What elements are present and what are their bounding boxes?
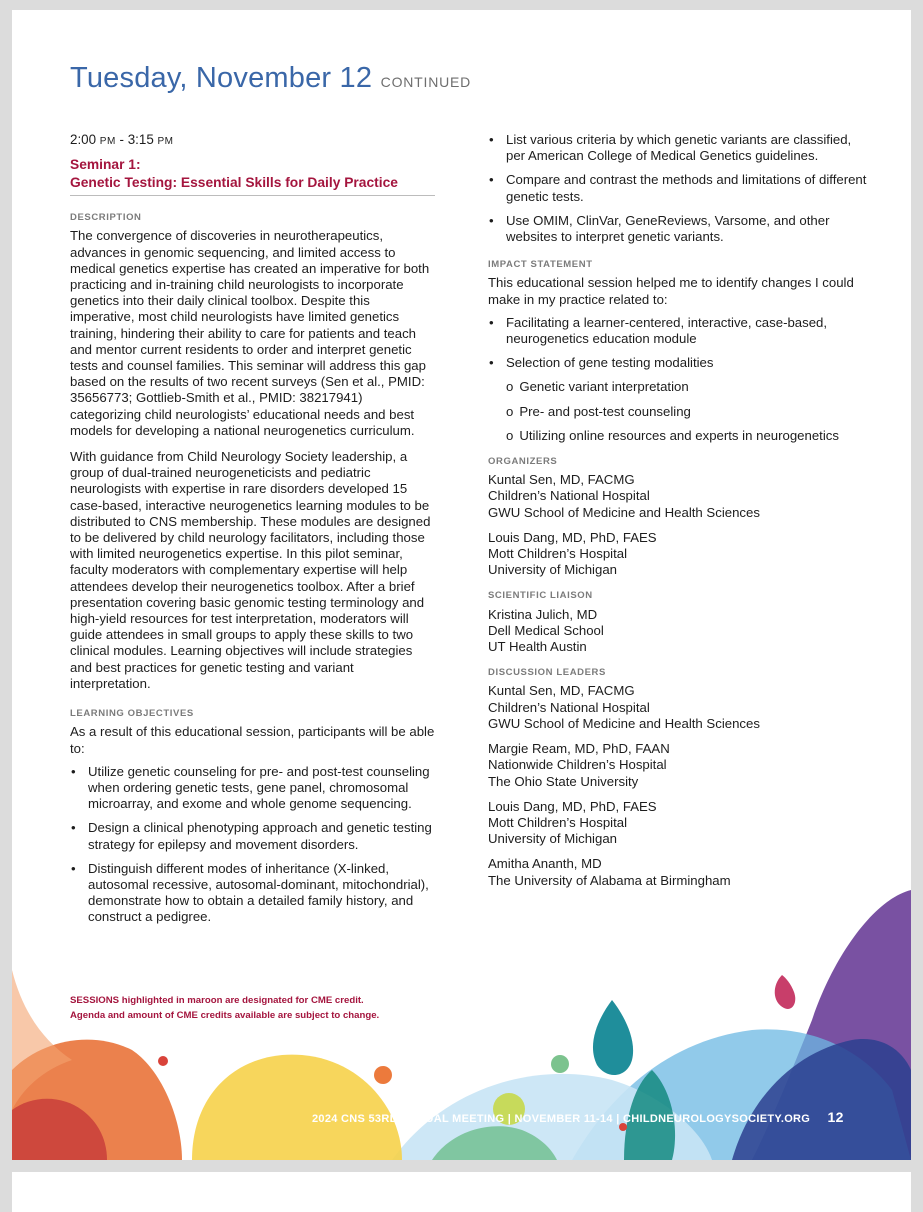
orange-dot-shape: [374, 1066, 392, 1084]
time-end-suffix: PM: [157, 136, 174, 147]
session-title: [70, 156, 435, 191]
page-header: [70, 62, 471, 95]
time-start: 2:00: [70, 132, 97, 147]
time-start-suffix: PM: [99, 136, 116, 147]
list-item: • Compare and contrast the methods and limitations of different genetic tests.: [488, 172, 868, 204]
session-title-line1: Seminar 1:: [70, 157, 141, 173]
liaison-heading: SCIENTIFIC LIAISON: [488, 590, 593, 602]
person-affiliation: Children’s National Hospital: [488, 699, 650, 715]
leaders-heading: DISCUSSION LEADERS: [488, 667, 606, 679]
footer-separator: |: [507, 1113, 512, 1125]
footer-website: CHILDNEUROLOGYSOCIETY.ORG: [622, 1113, 811, 1125]
person-name: Kuntal Sen, MD, FACMG: [488, 472, 635, 488]
cme-note-line1: SESSIONS highlighted in maroon are designated for CME credit.: [70, 995, 364, 1006]
person-name: Margie Ream, MD, PhD, FAAN: [488, 741, 670, 757]
organizers-heading: ORGANIZERS: [488, 456, 558, 468]
person-affiliation: University of Michigan: [488, 562, 617, 578]
description-heading: DESCRIPTION: [70, 212, 142, 224]
right-column: [488, 132, 868, 898]
list-item: • List various criteria by which genetic variants are classified, per American College of Medical Genetics guidelines.: [488, 132, 868, 164]
person-affiliation: GWU School of Medicine and Health Sciences: [488, 715, 760, 731]
list-item: [488, 404, 868, 420]
list-item: • Distinguish different modes of inheritance (X-linked, autosomal recessive, autosomal-dominant, mitochondrial), demonstrate how to obtain a detailed family history, and construct a pedigree.: [70, 861, 435, 926]
time-end: 3:15: [127, 132, 154, 147]
left-column: [70, 132, 435, 934]
page-title: Tuesday, November 12: [70, 62, 373, 94]
continued-label: CONTINUED: [380, 74, 472, 90]
objectives-list-continued: [488, 132, 868, 245]
page-footer: [312, 1109, 844, 1125]
person-name: Louis Dang, MD, PhD, FAES: [488, 798, 657, 814]
objectives-heading: LEARNING OBJECTIVES: [70, 708, 194, 720]
footer-event: 2024 CNS 53RD ANNUAL MEETING: [312, 1113, 505, 1125]
objectives-list: [70, 764, 435, 926]
page-number: 12: [827, 1109, 844, 1125]
list-item: • Selection of gene testing modalities: [488, 355, 868, 371]
session-time: [70, 132, 435, 150]
red-dot-shape: [158, 1056, 168, 1066]
person-entry: [488, 683, 868, 732]
list-item: • Use OMIM, ClinVar, GeneReviews, Varsome, and other websites to interpret genetic variants.: [488, 213, 868, 245]
teal-drop-shape: [593, 1000, 633, 1075]
description-paragraph-2: With guidance from Child Neurology Society leadership, a group of dual-trained neurogeneticists and pediatric neurologists with expertise in rare disorders developed 15 case-based, interactive neurogenetics learning modules to be distributed to CNS membership. These modules are designed to be delivered by child neurology facilitators, including those with limited neurogenetics expertise. In this pilot seminar, faculty moderators with complementary expertise will help attendees develop their neurogenetics toolbox. After a brief presentation covering basic genomic testing terminology and high-yield resources for test interpretation, moderators will guide attendees in small groups to apply these skills to two clinical modules. Learning objectives will include strategies and best practices for genetic testing and variant interpretation.: [70, 449, 431, 691]
impact-sublist: [488, 379, 868, 444]
sublist-text: Genetic variant interpretation: [519, 379, 689, 395]
person-affiliation: Nationwide Children’s Hospital: [488, 757, 667, 773]
list-item: [488, 379, 868, 395]
person-affiliation: UT Health Austin: [488, 639, 587, 655]
list-item: • Facilitating a learner-centered, interactive, case-based, neurogenetics education module: [488, 315, 868, 347]
person-entry: [488, 530, 868, 579]
divider: [70, 195, 435, 196]
impact-intro: This educational session helped me to identify changes I could make in my practice related to:: [488, 275, 854, 307]
person-name: Kuntal Sen, MD, FACMG: [488, 683, 635, 699]
list-item: • Utilize genetic counseling for pre- and post-test counseling when ordering genetic tests, gene panel, chromosomal microarray, and exome and whole genome sequencing.: [70, 764, 435, 813]
description-paragraph-1: The convergence of discoveries in neurotherapeutics, advances in genomic sequencing, and limited access to medical genetics expertise has created an imperative for both practicing and in-training child neurologists to incorporate genetics into their daily clinical toolbox. Despite this imperative, most child neurologists have limited genetics training, hindering their ability to care for patients and teach and mentor current residents to order and interpret genetic tests and counsel families. This seminar will address this gap based on the results of two recent surveys (Sen et al., PMID: 35656773; Gottlieb-Smith et al., PMID: 38217941) categorizing child neurologists’ educational needs and best models for developing a national neurogenetics curriculum.: [70, 228, 430, 438]
person-name: Amitha Ananth, MD: [488, 856, 602, 872]
pink-drop-shape: [775, 975, 796, 1009]
cme-note: [70, 994, 450, 1023]
cme-note-line2: Agenda and amount of CME credits available are subject to change.: [70, 1009, 380, 1021]
time-separator: -: [115, 132, 128, 147]
session-title-line2: Genetic Testing: Essential Skills for Daily Practice: [70, 174, 398, 190]
person-entry: [488, 472, 868, 521]
person-affiliation: Dell Medical School: [488, 622, 604, 638]
sublist-text: Pre- and post-test counseling: [519, 403, 691, 419]
impact-list: [488, 315, 868, 372]
person-affiliation: Mott Children’s Hospital: [488, 546, 628, 562]
footer-dates: NOVEMBER 11-14: [514, 1113, 613, 1125]
person-affiliation: University of Michigan: [488, 831, 617, 847]
person-name: Louis Dang, MD, PhD, FAES: [488, 529, 657, 545]
person-entry: [488, 741, 868, 790]
person-entry: [488, 856, 868, 888]
sub-bullet-marker: o: [506, 427, 514, 443]
person-entry: [488, 799, 868, 848]
sub-bullet-marker: o: [506, 379, 514, 395]
sublist-text: Utilizing online resources and experts in neurogenetics: [519, 427, 839, 443]
green-dot-shape: [551, 1055, 569, 1073]
person-affiliation: Mott Children’s Hospital: [488, 814, 628, 830]
sub-bullet-marker: o: [506, 403, 514, 419]
person-affiliation: Children’s National Hospital: [488, 488, 650, 504]
person-affiliation: The University of Alabama at Birmingham: [488, 872, 731, 888]
next-page-edge: [12, 1172, 911, 1212]
yellow-blob-shape: [192, 1055, 402, 1160]
person-affiliation: The Ohio State University: [488, 773, 639, 789]
list-item: [488, 428, 868, 444]
person-entry: [488, 607, 868, 656]
person-name: Kristina Julich, MD: [488, 606, 598, 622]
impact-heading: IMPACT STATEMENT: [488, 259, 593, 271]
footer-separator: |: [616, 1113, 620, 1125]
objectives-intro: As a result of this educational session, participants will be able to:: [70, 724, 435, 756]
document-page: [12, 10, 911, 1160]
list-item: • Design a clinical phenotyping approach and genetic testing strategy for epilepsy and movement disorders.: [70, 820, 435, 852]
person-affiliation: GWU School of Medicine and Health Sciences: [488, 504, 760, 520]
